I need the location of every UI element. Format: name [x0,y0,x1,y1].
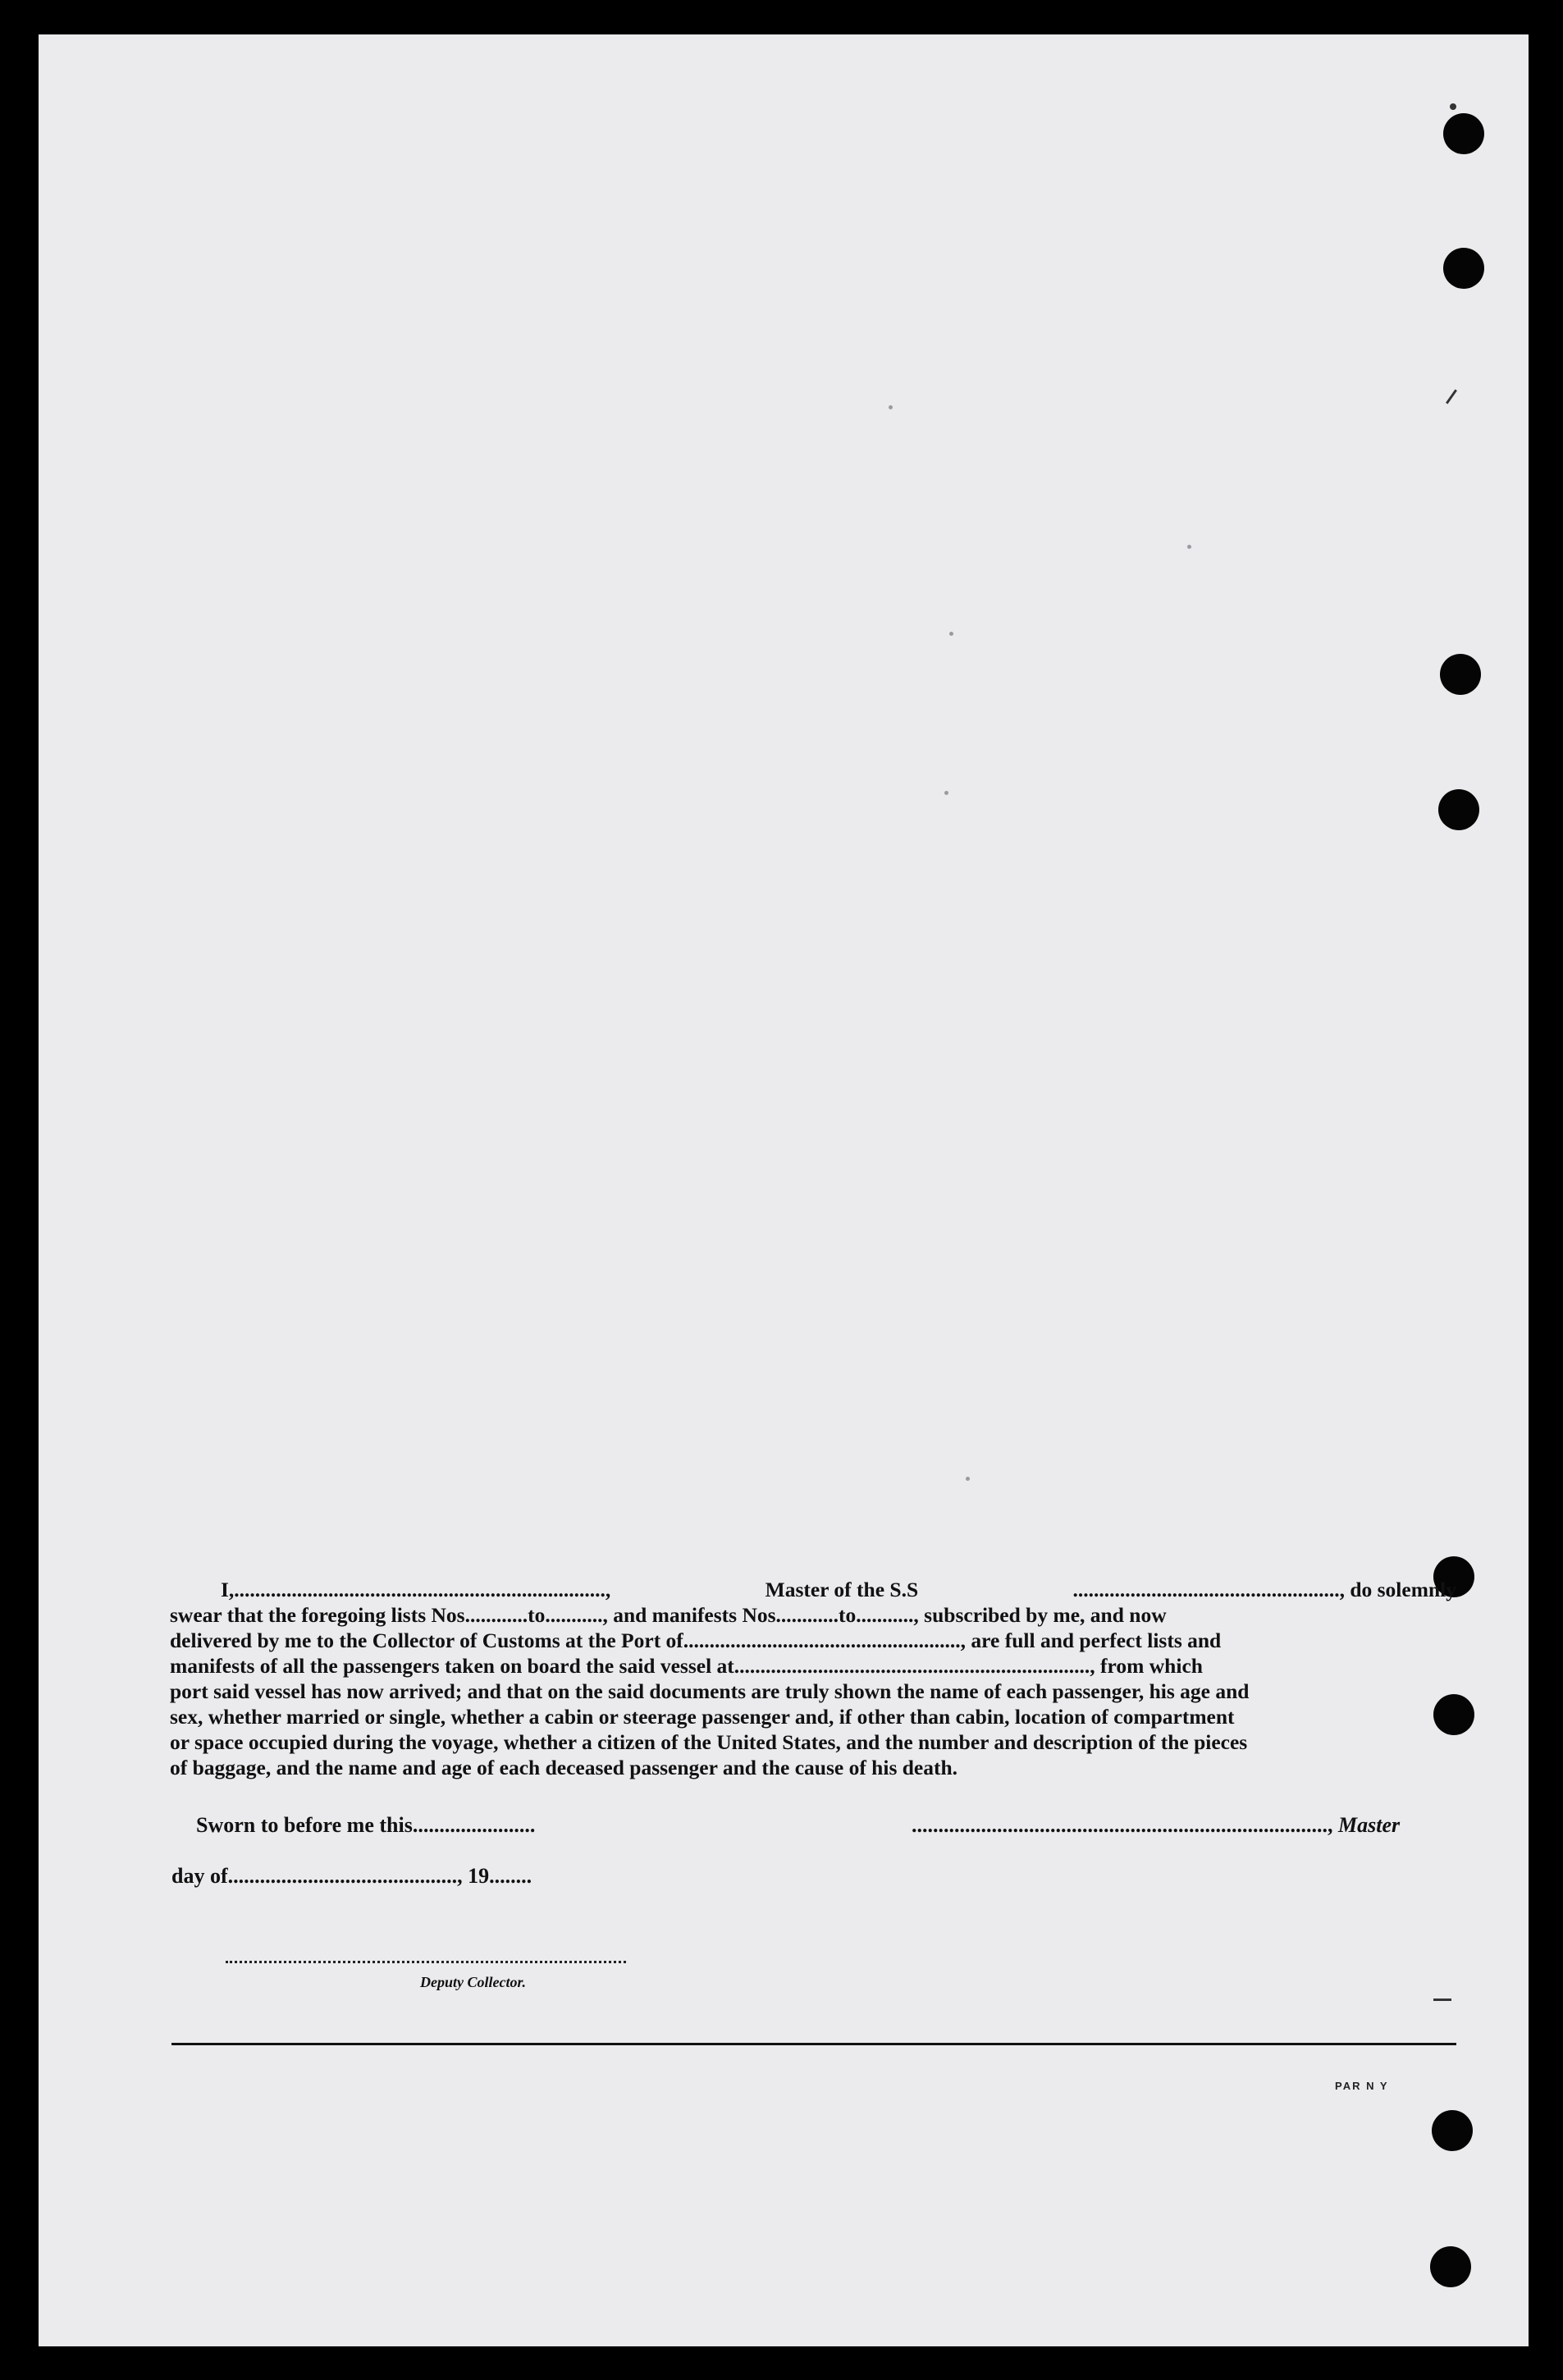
oath-text: port said vessel has now arrived; and that on the said documents are truly shown the name of each passenger, his age and [170,1679,1250,1703]
punch-hole [1438,789,1479,830]
oath-paragraph [170,1577,1456,1780]
vessel-name-blank: ..................................................., do solemnly [1072,1578,1456,1601]
oath-text: sex, whether married or single, whether a cabin or steerage passenger and, if other than cabin, location of compartment [170,1705,1235,1729]
edge-mark [1446,389,1457,404]
paper-speck [889,405,893,409]
punch-hole [1430,2246,1471,2287]
punch-hole [1432,2110,1473,2151]
day-line [171,1864,532,1889]
document-page [39,34,1529,2346]
deputy-collector-label: Deputy Collector. [420,1974,526,1990]
punch-hole [1440,654,1481,695]
oath-line [170,1577,1456,1602]
master-of-ss-label: Master of the S.S [765,1578,919,1601]
master-signature-blank: .............................................................................., [912,1813,1333,1837]
oath-text: swear that the foregoing lists Nos............to..........., and manifests Nos............to..........., subscribed by me, and now [170,1603,1167,1627]
oath-line [170,1628,1456,1653]
oath-name-blank: I,......................................................................., [221,1578,611,1601]
oath-line [170,1704,1456,1729]
sworn-label [196,1813,535,1838]
edge-mark [1450,103,1456,110]
edge-mark [1433,1999,1451,2001]
oath-line [170,1729,1456,1755]
oath-line [170,1653,1456,1679]
horizontal-rule [171,2043,1456,2045]
deputy-signature-line [226,1961,626,1963]
oath-text: delivered by me to the Collector of Customs at the Port of....................................................., are full and perfect lists and [170,1629,1222,1652]
paper-speck [944,791,948,795]
paper-speck [966,1477,970,1481]
oath-line [170,1755,1456,1780]
sworn-text: Sworn to before me this....................... [196,1813,536,1837]
master-signature-line [912,1813,1400,1838]
punch-hole [1443,113,1484,154]
oath-line [170,1602,1456,1628]
master-label: Master [1338,1813,1401,1837]
paper-speck [1187,545,1191,549]
day-text: day of..........................................., 19........ [171,1864,532,1888]
oath-line [170,1679,1456,1704]
printer-mark: PAR N Y [1335,2080,1389,2092]
paper-speck [949,632,953,636]
oath-text: of baggage, and the name and age of each deceased passenger and the cause of his death. [170,1756,958,1779]
oath-text: or space occupied during the voyage, whether a citizen of the United States, and the number and description of the pieces [170,1730,1248,1754]
punch-hole [1443,248,1484,289]
oath-text: manifests of all the passengers taken on board the said vessel at...................................................................., from which [170,1654,1203,1678]
